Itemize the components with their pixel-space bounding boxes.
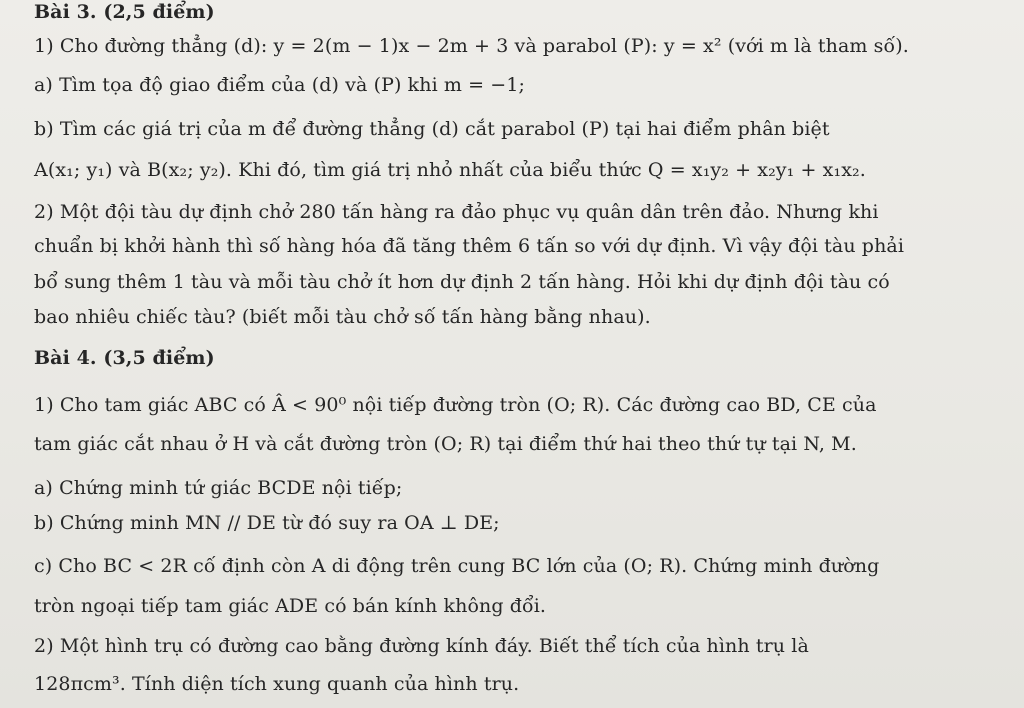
bai4-line-2: tam giác cắt nhau ở H và cắt đường tròn (O; R) tại điểm thứ hai theo thứ tự tại N, M. <box>34 433 857 455</box>
bai4-line-5: c) Cho BC < 2R cố định còn A di động trên cung BC lớn của (O; R). Chứng minh đường <box>34 555 880 577</box>
bai3-line-6: chuẩn bị khởi hành thì số hàng hóa đã tăng thêm 6 tấn so với dự định. Vì vậy đội tàu phải <box>34 235 905 257</box>
bai4-line-7: 2) Một hình trụ có đường cao bằng đường kính đáy. Biết thể tích của hình trụ là <box>34 635 809 657</box>
bai3-line-2: a) Tìm tọa độ giao điểm của (d) và (P) khi m = −1; <box>34 74 526 96</box>
bai4-line-1: 1) Cho tam giác ABC có Â < 90⁰ nội tiếp đường tròn (O; R). Các đường cao BD, CE của <box>34 394 877 416</box>
bai3-line-1: 1) Cho đường thẳng (d): y = 2(m − 1)x − 2m + 3 và parabol (P): y = x² (với m là tham số). <box>34 35 909 57</box>
bai3-line-7: bổ sung thêm 1 tàu và mỗi tàu chở ít hơn dự định 2 tấn hàng. Hỏi khi dự định đội tàu có <box>34 271 890 293</box>
bai4-heading: Bài 4. (3,5 điểm) <box>34 347 215 369</box>
bai3-line-4: A(x₁; y₁) và B(x₂; y₂). Khi đó, tìm giá trị nhỏ nhất của biểu thức Q = x₁y₂ + x₂y₁ + x₁x₂. <box>34 159 866 181</box>
bai3-heading: Bài 3. (2,5 điểm) <box>34 1 215 23</box>
bai3-line-8: bao nhiêu chiếc tàu? (biết mỗi tàu chở số tấn hàng bằng nhau). <box>34 306 651 328</box>
bai4-line-3: a) Chứng minh tứ giác BCDE nội tiếp; <box>34 477 403 499</box>
bai4-line-6: tròn ngoại tiếp tam giác ADE có bán kính không đổi. <box>34 595 547 617</box>
bai3-line-3: b) Tìm các giá trị của m để đường thẳng (d) cắt parabol (P) tại hai điểm phân biệt <box>34 118 830 140</box>
bai4-line-4: b) Chứng minh MN // DE từ đó suy ra OA ⊥ DE; <box>34 512 500 534</box>
bai4-line-8: 128πcm³. Tính diện tích xung quanh của hình trụ. <box>34 673 520 695</box>
bai3-line-5: 2) Một đội tàu dự định chở 280 tấn hàng ra đảo phục vụ quân dân trên đảo. Nhưng khi <box>34 201 879 223</box>
